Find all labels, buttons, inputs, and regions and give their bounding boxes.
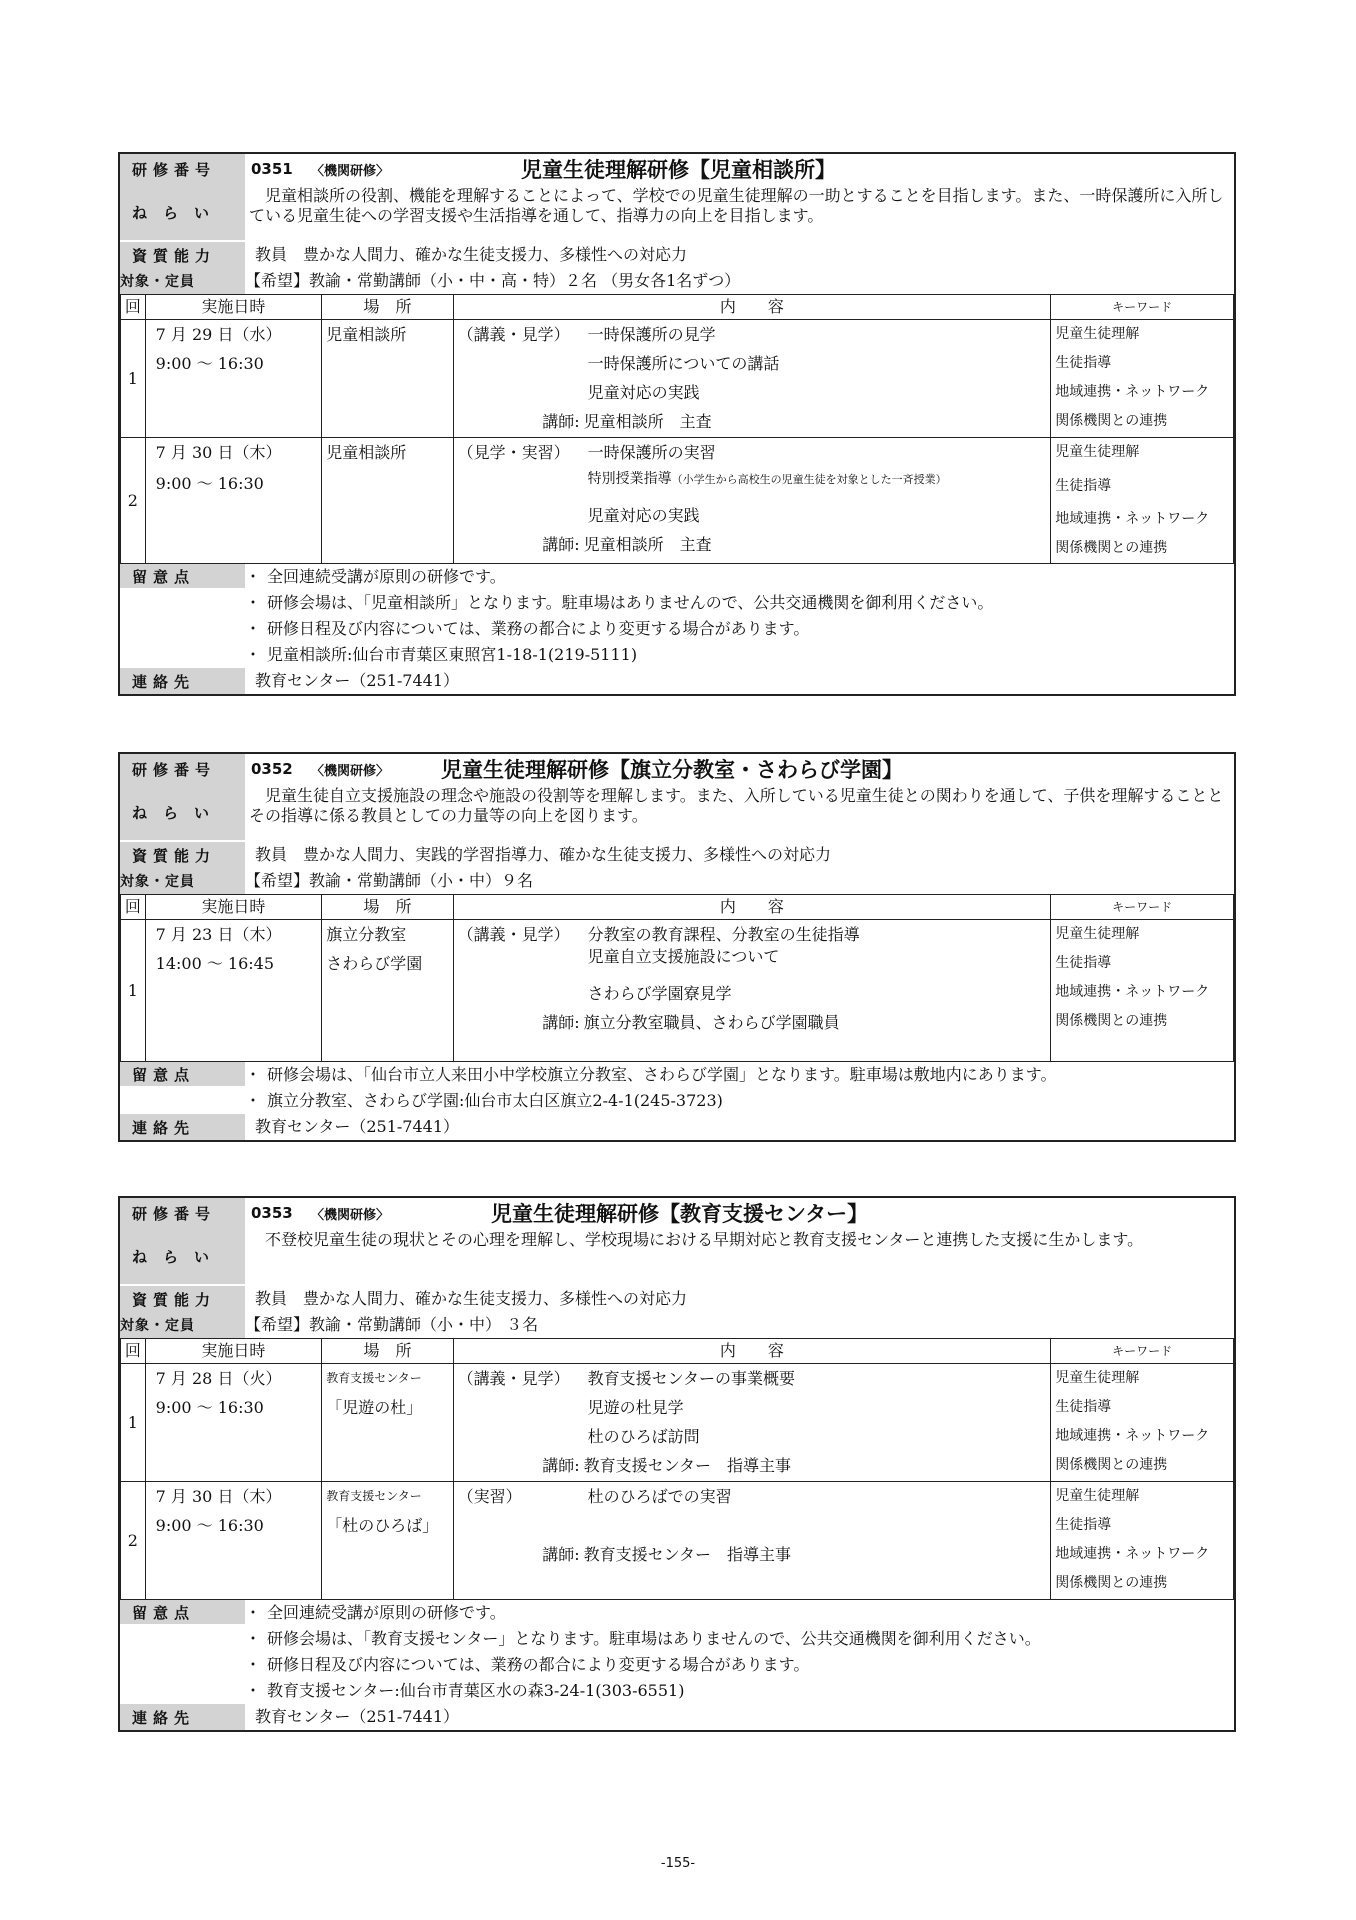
th-keyword: キーワード: [1051, 295, 1234, 320]
label-target: 対象・定員: [120, 868, 245, 894]
course-header: [120, 154, 1234, 184]
label-aim: ねらい: [120, 184, 245, 240]
label-qualities: 資質能力: [120, 842, 245, 868]
lecturer: 旗立分教室職員、さわらび学園職員: [583, 1013, 840, 1032]
th-content: 内 容: [453, 895, 1051, 920]
note-item: ・ 研修会場は、「仙台市立人来田小中学校旗立分教室、さわらび学園」となります。駐車場は敷地内にあります。: [245, 1065, 1057, 1084]
aim-row: [120, 1228, 1234, 1284]
th-content: 内 容: [453, 1339, 1051, 1364]
table-row: [121, 1364, 1234, 1482]
th-date: 実施日時: [145, 1339, 322, 1364]
session-keywords: [1051, 920, 1234, 1062]
table-header-row: [121, 1339, 1234, 1364]
course-kind: 〈機関研修〉: [311, 1207, 390, 1223]
place-line: 「杜のひろば」: [326, 1516, 439, 1535]
target-row: [120, 868, 1234, 894]
lecturer-label: 講師:: [542, 535, 580, 554]
session-place: [322, 1364, 453, 1482]
notes-row: [120, 564, 1234, 668]
th-date: 実施日時: [145, 295, 322, 320]
table-row: [121, 1482, 1234, 1600]
label-notes: 留意点: [120, 1600, 245, 1624]
session-date: 7 月 28 日（火）: [155, 1369, 282, 1388]
course-0351: [118, 152, 1236, 696]
table-row: [121, 920, 1234, 1062]
qualities-text: 教員 豊かな人間力、確かな生徒支援力、多様性への対応力: [255, 245, 688, 264]
session-datetime: [145, 1482, 322, 1600]
place-line: 旗立分教室: [326, 925, 407, 944]
course-header: [120, 1198, 1234, 1228]
contact-text: 教育センター（251-7441）: [255, 671, 460, 690]
place-line: 児童相談所: [326, 443, 407, 462]
course-number: 0352: [251, 760, 293, 778]
session-no: 1: [121, 320, 146, 438]
label-contact: 連絡先: [120, 1704, 245, 1730]
keyword: 児童生徒理解: [1055, 444, 1140, 460]
session-content: [453, 1482, 1051, 1600]
label-notes: 留意点: [120, 1062, 245, 1086]
table-row: [121, 438, 1234, 564]
qualities-row: [120, 1286, 1234, 1312]
content-line: 児遊の杜見学: [587, 1398, 684, 1417]
content-line: 一時保護所の見学: [587, 325, 716, 344]
keyword: 地域連携・ネットワーク: [1055, 1546, 1210, 1562]
content-line: 児童自立支援施設について: [587, 947, 780, 966]
content-line: 分教室の教育課程、分教室の生徒指導: [587, 925, 860, 944]
lecturer-label: 講師:: [542, 1545, 580, 1564]
note-item: ・ 研修会場は、「児童相談所」となります。駐車場はありませんので、公共交通機関を御利用ください。: [245, 593, 994, 612]
session-content: [453, 920, 1051, 1062]
th-no: 回: [121, 295, 146, 320]
label-number: 研修番号: [120, 754, 245, 784]
note-item: ・ 研修日程及び内容については、業務の都合により変更する場合があります。: [245, 1655, 810, 1674]
notes-row: [120, 1600, 1234, 1704]
session-date: 7 月 29 日（水）: [155, 325, 282, 344]
session-place: [322, 1482, 453, 1600]
place-line: 教育支援センター: [326, 1489, 422, 1503]
qualities-row: [120, 842, 1234, 868]
th-keyword: キーワード: [1051, 895, 1234, 920]
th-place: 場 所: [322, 895, 453, 920]
label-target: 対象・定員: [120, 268, 245, 294]
session-type: （講義・見学）: [457, 925, 570, 944]
keyword: 地域連携・ネットワーク: [1055, 984, 1210, 1000]
content-line: 児童対応の実践: [587, 506, 700, 525]
course-title: 児童生徒理解研修【旗立分教室・さわらび学園】: [441, 758, 903, 782]
session-no: 1: [121, 920, 146, 1062]
lecturer-label: 講師:: [542, 412, 580, 431]
session-type: （講義・見学）: [457, 325, 570, 344]
course-title: 児童生徒理解研修【教育支援センター】: [491, 1202, 869, 1226]
target-row: [120, 1312, 1234, 1338]
th-content: 内 容: [453, 295, 1051, 320]
th-keyword: キーワード: [1051, 1339, 1234, 1364]
notes-list: [245, 1062, 1056, 1114]
target-text: 【希望】教諭・常勤講師（小・中・高・特）２名 （男女各1名ずつ）: [245, 271, 741, 290]
course-0353: [118, 1196, 1236, 1732]
course-0352: [118, 752, 1236, 1142]
lecturer: 児童相談所 主査: [583, 412, 712, 431]
session-date: 7 月 23 日（木）: [155, 925, 282, 944]
session-time: 9:00 ～ 16:30: [155, 1398, 264, 1417]
session-keywords: [1051, 1364, 1234, 1482]
table-row: [121, 320, 1234, 438]
note-item: ・ 研修日程及び内容については、業務の都合により変更する場合があります。: [245, 619, 810, 638]
contact-text: 教育センター（251-7441）: [255, 1707, 460, 1726]
keyword: 児童生徒理解: [1055, 926, 1140, 942]
place-line: さわらび学園: [326, 954, 423, 973]
session-time: 9:00 ～ 16:30: [155, 474, 264, 493]
qualities-row: [120, 242, 1234, 268]
label-aim: ねらい: [120, 1228, 245, 1284]
keyword: 地域連携・ネットワーク: [1055, 384, 1210, 400]
aim-text: 児童相談所の役割、機能を理解することによって、学校での児童生徒理解の一助とすることを目指します。また、一時保護所に入所している児童生徒への学習支援や生活指導を通して、指導力の向上を目指します。: [249, 186, 1224, 225]
content-line: 一時保護所についての講話: [587, 354, 780, 373]
lecturer-label: 講師:: [542, 1013, 580, 1032]
session-no: 1: [121, 1364, 146, 1482]
course-number: 0351: [251, 160, 293, 178]
table-header-row: [121, 295, 1234, 320]
keyword: 児童生徒理解: [1055, 1370, 1140, 1386]
lecturer: 教育支援センター 指導主事: [583, 1456, 792, 1475]
keyword: 生徒指導: [1055, 1399, 1112, 1415]
schedule-table: [120, 894, 1234, 1062]
note-item: ・ 全回連続受講が原則の研修です。: [245, 567, 506, 586]
label-target: 対象・定員: [120, 1312, 245, 1338]
label-number: 研修番号: [120, 1198, 245, 1228]
place-line: 教育支援センター: [326, 1371, 422, 1385]
session-keywords: [1051, 320, 1234, 438]
notes-row: [120, 1062, 1234, 1114]
keyword: 地域連携・ネットワーク: [1055, 1428, 1210, 1444]
note-item: ・ 研修会場は、「教育支援センター」となります。駐車場はありませんので、公共交通機関を御利用ください。: [245, 1629, 1041, 1648]
content-line: 杜のひろばでの実習: [587, 1487, 732, 1506]
page-number: -155-: [660, 1856, 696, 1871]
content-line: さわらび学園寮見学: [587, 984, 732, 1003]
session-keywords: [1051, 1482, 1234, 1600]
aim-row: [120, 184, 1234, 240]
note-item: ・ 全回連続受講が原則の研修です。: [245, 1603, 506, 1622]
session-datetime: [145, 1364, 322, 1482]
keyword: 関係機関との連携: [1055, 1013, 1168, 1029]
aim-row: [120, 784, 1234, 840]
aim-text: 児童生徒自立支援施設の理念や施設の役割等を理解します。また、入所している児童生徒との関わりを通して、子供を理解することとその指導に係る教員としての力量等の向上を図ります。: [249, 786, 1224, 825]
target-text: 【希望】教諭・常勤講師（小・中） ３名: [245, 1315, 539, 1334]
course-kind: 〈機関研修〉: [311, 163, 390, 179]
session-date: 7 月 30 日（木）: [155, 443, 282, 462]
content-line: 教育支援センターの事業概要: [587, 1369, 796, 1388]
session-type: （実習）: [457, 1487, 522, 1506]
course-title: 児童生徒理解研修【児童相談所】: [521, 158, 836, 182]
label-number: 研修番号: [120, 154, 245, 184]
session-time: 9:00 ～ 16:30: [155, 1516, 264, 1535]
session-type: （講義・見学）: [457, 1369, 570, 1388]
session-no: 2: [121, 1482, 146, 1600]
label-notes: 留意点: [120, 564, 245, 588]
session-content: [453, 320, 1051, 438]
session-content: [453, 438, 1051, 564]
label-aim: ねらい: [120, 784, 245, 840]
th-no: 回: [121, 1339, 146, 1364]
keyword: 児童生徒理解: [1055, 326, 1140, 342]
th-place: 場 所: [322, 1339, 453, 1364]
keyword: 児童生徒理解: [1055, 1488, 1140, 1504]
label-contact: 連絡先: [120, 668, 245, 694]
notes-list: [245, 564, 993, 668]
lecturer: 教育支援センター 指導主事: [583, 1545, 792, 1564]
th-no: 回: [121, 895, 146, 920]
session-no: 2: [121, 438, 146, 564]
note-item: ・ 児童相談所:仙台市青葉区東照宮1-18-1(219-5111): [245, 645, 638, 664]
keyword: 関係機関との連携: [1055, 413, 1168, 429]
schedule-table: [120, 1338, 1234, 1600]
keyword: 関係機関との連携: [1055, 1457, 1168, 1473]
aim-text: 不登校児童生徒の現状とその心理を理解し、学校現場における早期対応と教育支援センターと連携した支援に生かします。: [265, 1230, 1144, 1249]
contact-row: [120, 1704, 1234, 1730]
content-small-note: （小学生から高校生の児童生徒を対象とした一斉授業）: [671, 473, 947, 486]
contact-row: [120, 668, 1234, 694]
session-time: 9:00 ～ 16:30: [155, 354, 264, 373]
contact-row: [120, 1114, 1234, 1140]
session-content: [453, 1364, 1051, 1482]
session-place: [322, 320, 453, 438]
lecturer: 児童相談所 主査: [583, 535, 712, 554]
content-line: 一時保護所の実習: [587, 443, 716, 462]
session-datetime: [145, 438, 322, 564]
th-place: 場 所: [322, 295, 453, 320]
content-line: 児童対応の実践: [587, 383, 700, 402]
session-type: （見学・実習）: [457, 443, 570, 462]
content-line: 杜のひろば訪問: [587, 1427, 700, 1446]
session-time: 14:00 ～ 16:45: [155, 954, 275, 973]
lecturer-label: 講師:: [542, 1456, 580, 1475]
session-date: 7 月 30 日（木）: [155, 1487, 282, 1506]
table-header-row: [121, 895, 1234, 920]
course-number: 0353: [251, 1204, 293, 1222]
notes-list: [245, 1600, 1041, 1704]
schedule-table: [120, 294, 1234, 564]
label-qualities: 資質能力: [120, 242, 245, 268]
content-line: 特別授業指導: [587, 471, 672, 487]
session-keywords: [1051, 438, 1234, 564]
qualities-text: 教員 豊かな人間力、実践的学習指導力、確かな生徒支援力、多様性への対応力: [255, 845, 832, 864]
session-datetime: [145, 920, 322, 1062]
keyword: 生徒指導: [1055, 355, 1112, 371]
note-item: ・ 教育支援センター:仙台市青葉区水の森3-24-1(303-6551): [245, 1681, 685, 1700]
keyword: 関係機関との連携: [1055, 1575, 1168, 1591]
session-place: [322, 920, 453, 1062]
keyword: 関係機関との連携: [1055, 540, 1168, 556]
place-line: 「児遊の杜」: [326, 1398, 423, 1417]
label-contact: 連絡先: [120, 1114, 245, 1140]
keyword: 生徒指導: [1055, 955, 1112, 971]
course-header: [120, 754, 1234, 784]
target-text: 【希望】教諭・常勤講師（小・中）９名: [245, 871, 534, 890]
session-datetime: [145, 320, 322, 438]
keyword: 地域連携・ネットワーク: [1055, 511, 1210, 527]
th-date: 実施日時: [145, 895, 322, 920]
label-qualities: 資質能力: [120, 1286, 245, 1312]
place-line: 児童相談所: [326, 325, 407, 344]
course-kind: 〈機関研修〉: [311, 763, 390, 779]
target-row: [120, 268, 1234, 294]
keyword: 生徒指導: [1055, 1517, 1112, 1533]
qualities-text: 教員 豊かな人間力、確かな生徒支援力、多様性への対応力: [255, 1289, 688, 1308]
note-item: ・ 旗立分教室、さわらび学園:仙台市太白区旗立2-4-1(245-3723): [245, 1091, 723, 1110]
contact-text: 教育センター（251-7441）: [255, 1117, 460, 1136]
session-place: [322, 438, 453, 564]
keyword: 生徒指導: [1055, 478, 1112, 494]
